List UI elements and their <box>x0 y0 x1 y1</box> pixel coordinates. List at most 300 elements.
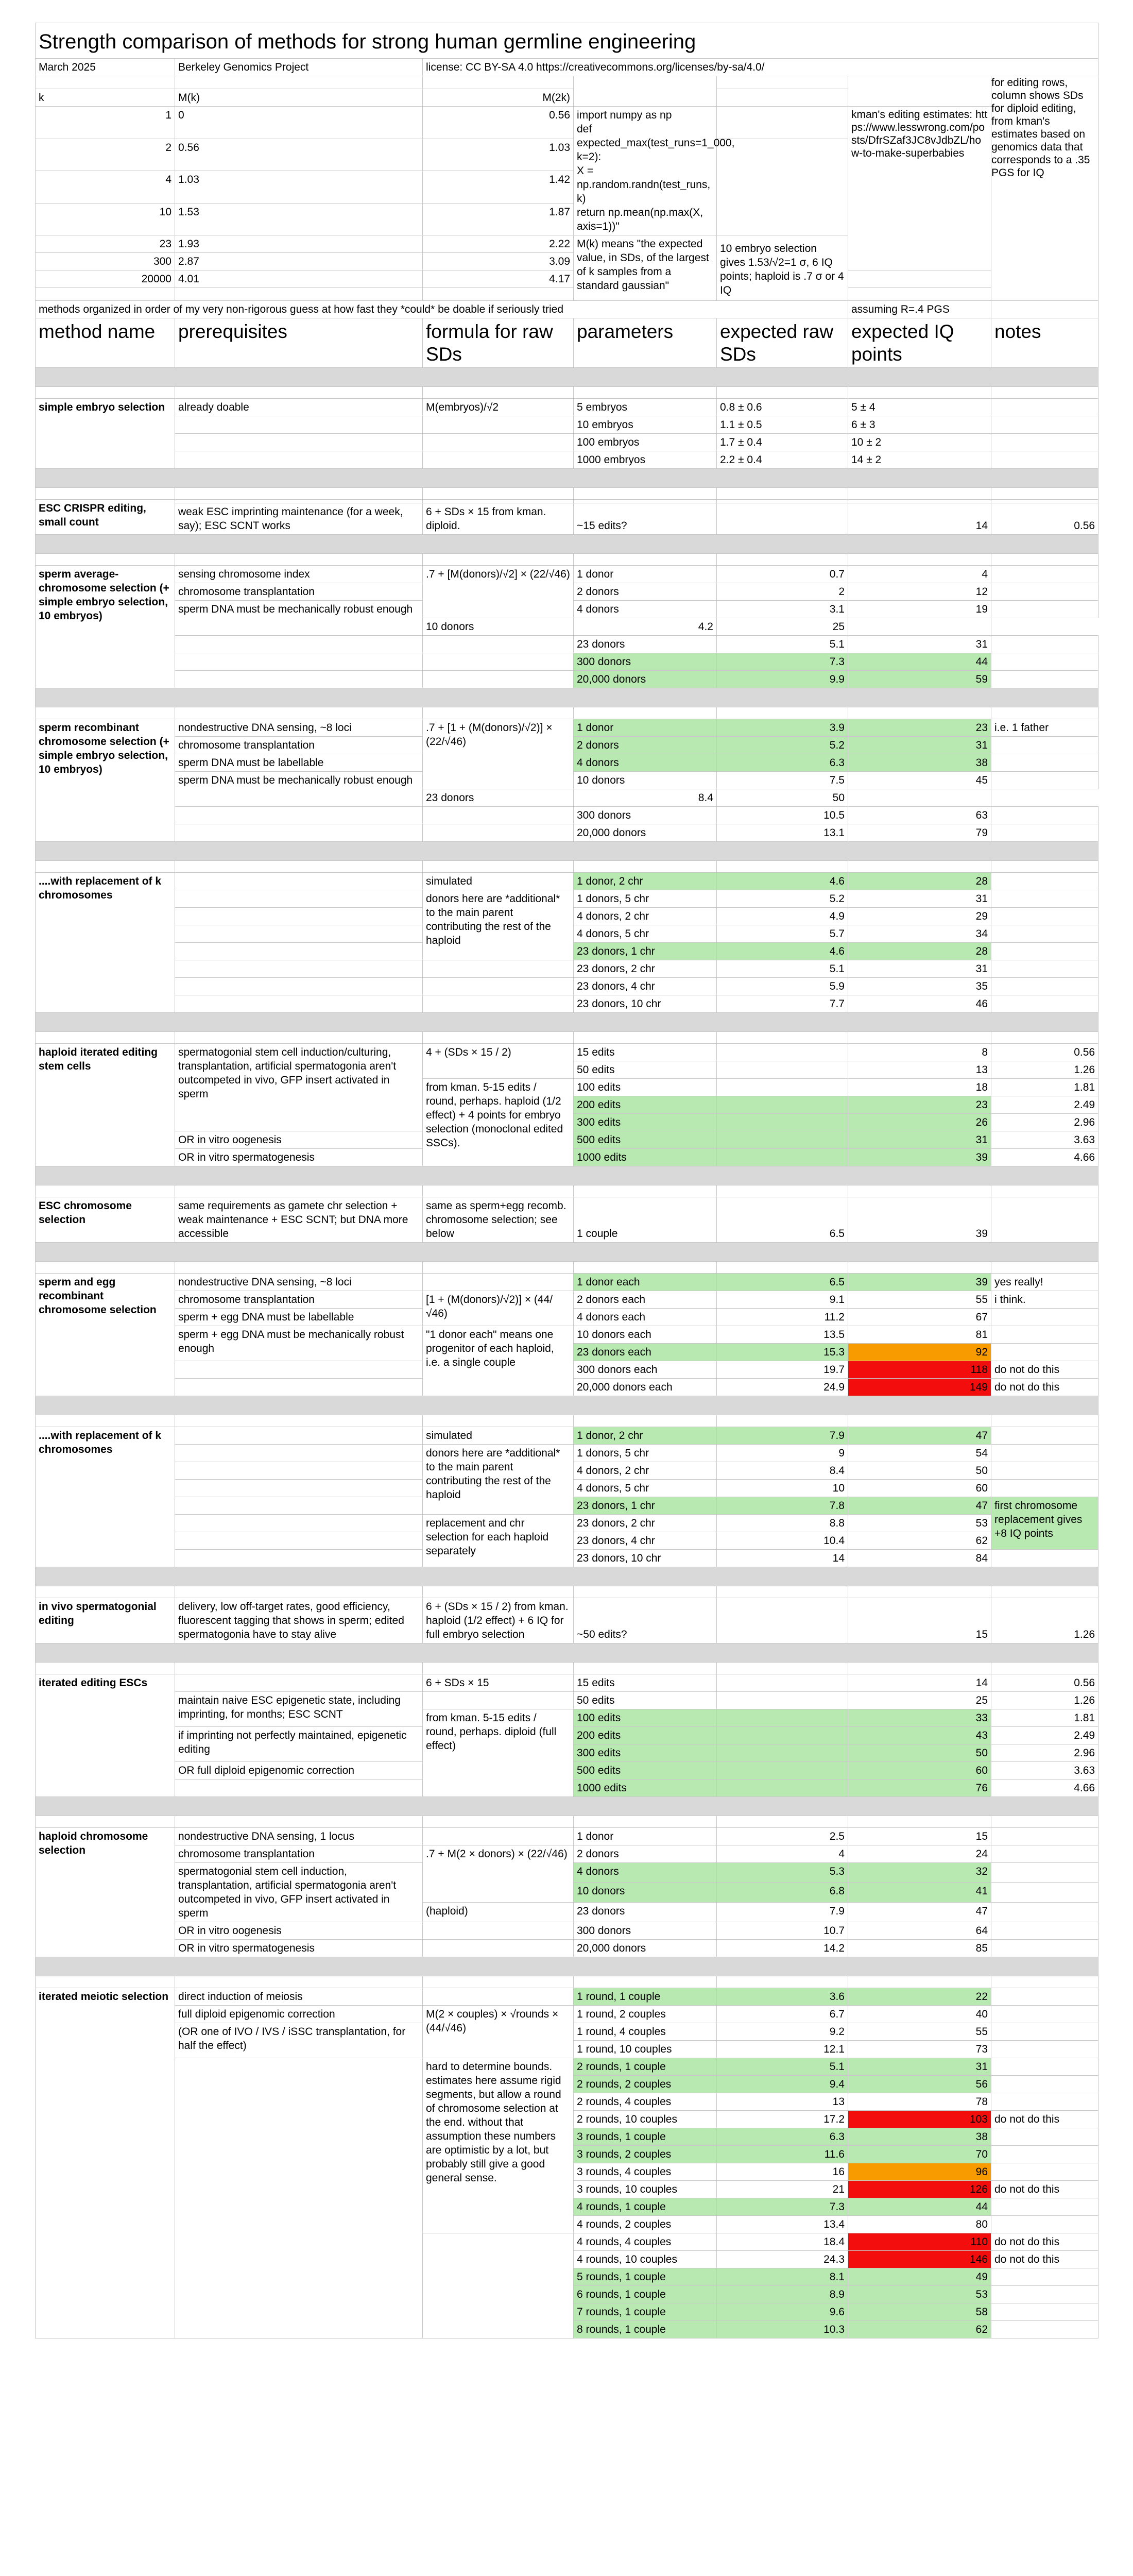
header-params: parameters <box>574 318 717 368</box>
section-divider <box>36 688 1098 707</box>
cell <box>848 76 991 107</box>
param-cell: 15 edits <box>574 1044 717 1061</box>
notes-cell <box>991 737 1098 754</box>
sds-cell <box>717 1131 848 1149</box>
iq-cell: 118 <box>848 1361 991 1379</box>
notes-cell <box>991 566 1098 583</box>
notes-cell <box>991 1863 1098 1883</box>
cell <box>175 890 423 908</box>
sds-cell: 7.5 <box>717 772 848 789</box>
sds-cell: 6.5 <box>717 1274 848 1291</box>
iq-cell: 46 <box>848 995 991 1013</box>
notes-cell <box>991 601 1098 618</box>
iq-cell: 33 <box>848 1709 991 1727</box>
table-row <box>36 960 1098 978</box>
iq-cell: 45 <box>848 772 991 789</box>
notes-cell: first chromosome replacement gives +8 IQ points <box>991 1497 1098 1550</box>
iq-cell: 67 <box>848 1309 991 1326</box>
notes-cell <box>848 618 991 636</box>
param-cell: 8 rounds, 1 couple <box>574 2321 717 2338</box>
sds-cell: 16 <box>717 2163 848 2181</box>
cell: 1.03 <box>423 139 574 171</box>
table-row <box>36 301 1098 318</box>
cell <box>423 636 574 653</box>
iq-cell: 31 <box>848 890 991 908</box>
iq-cell: 31 <box>848 636 991 653</box>
cell <box>848 861 991 873</box>
sds-cell: 7.8 <box>717 1497 848 1515</box>
notes-cell: yes really! <box>991 1274 1098 1291</box>
section-divider <box>36 1013 1098 1032</box>
iq-cell: 22 <box>848 1988 991 2006</box>
iq-cell: 149 <box>848 1379 991 1396</box>
divider-row <box>36 1396 1098 1415</box>
formula: [1 + (M(donors)/√2)] × (44/√46) <box>423 1291 574 1326</box>
cell <box>175 1361 423 1379</box>
notes-cell: do not do this <box>991 1361 1098 1379</box>
iq-cell: 60 <box>848 1762 991 1780</box>
notes-cell: 0.56 <box>991 1674 1098 1692</box>
sds-cell: 4.6 <box>717 943 848 960</box>
spacer-row <box>36 1816 1098 1828</box>
cell <box>574 1586 717 1598</box>
prerequisite: sensing chromosome index <box>175 566 423 583</box>
iq-cell: 31 <box>848 960 991 978</box>
divider-row <box>36 1797 1098 1816</box>
iq-cell: 25 <box>848 1692 991 1709</box>
param-cell: 15 edits <box>574 1674 717 1692</box>
iq-cell: 31 <box>848 1131 991 1149</box>
section-divider <box>36 469 1098 488</box>
cell <box>717 707 848 719</box>
param-cell: 1000 edits <box>574 1780 717 1797</box>
cell: 1.53 <box>175 203 423 235</box>
cell: 4.01 <box>175 270 423 288</box>
formula: .7 + M(2 × donors) × (22/√46) <box>423 1845 574 1903</box>
sds-cell: 8.4 <box>717 1462 848 1480</box>
iq-cell: 49 <box>848 2268 991 2286</box>
cell <box>36 488 175 500</box>
notes-cell <box>991 2058 1098 2076</box>
cell <box>991 1816 1098 1828</box>
param-cell: 4 donors <box>574 601 717 618</box>
notes-cell: 2.49 <box>991 1727 1098 1744</box>
iq-cell: 15 <box>848 1828 991 1845</box>
cell <box>175 636 423 653</box>
sds-cell: 6.5 <box>717 1197 848 1243</box>
iq-cell: 126 <box>848 2181 991 2198</box>
param-cell: 1 donor <box>574 566 717 583</box>
cell: 0.56 <box>175 139 423 171</box>
sds-cell: 13.5 <box>717 1326 848 1344</box>
iq-cell: 18 <box>848 1079 991 1096</box>
cell <box>717 1262 848 1274</box>
param-cell: 23 donors, 2 chr <box>574 1515 717 1532</box>
cell: 1.42 <box>423 171 574 204</box>
section-divider <box>36 1243 1098 1262</box>
sds-cell: 1.1 ± 0.5 <box>717 416 848 434</box>
param-cell: 2 donors <box>574 737 717 754</box>
cell <box>574 1663 717 1674</box>
spacer-row <box>36 707 1098 719</box>
cell <box>36 861 175 873</box>
section-divider <box>36 1396 1098 1415</box>
iq-cell: 23 <box>848 719 991 737</box>
iq-cell: 25 <box>717 618 848 636</box>
formula: .7 + [1 + (M(donors)/√2)] × (22/√46) <box>423 719 574 789</box>
spacer-row <box>36 1976 1098 1988</box>
iq-cell: 56 <box>848 2076 991 2093</box>
cell <box>36 707 175 719</box>
cell <box>175 1532 423 1550</box>
cell <box>36 1976 175 1988</box>
param-cell: 100 edits <box>574 1079 717 1096</box>
cell: 0.56 <box>423 107 574 139</box>
table-row <box>36 1445 1098 1462</box>
prerequisite: spermatogonial stem cell induction/culturing, transplantation, artificial spermatogonia aren't outcompeted in vivo, GFP insert activated in sperm <box>175 1044 423 1131</box>
table-row <box>36 59 1098 76</box>
iq-cell: 39 <box>848 1149 991 1166</box>
prerequisite: if imprinting not perfectly maintained, epigenetic editing <box>175 1727 423 1762</box>
iq-cell: 32 <box>848 1863 991 1883</box>
spacer-row <box>36 1185 1098 1197</box>
sds-cell: 2 <box>717 583 848 601</box>
param-cell: 1 donors, 5 chr <box>574 890 717 908</box>
iq-cell: 73 <box>848 2041 991 2058</box>
cell <box>175 995 423 1013</box>
sds-cell: 13.4 <box>717 2216 848 2233</box>
kman-note: for editing rows, column shows SDs for diploid editing, from kman's estimates based on genomics data that corresponds to a .35 PGS for IQ <box>991 76 1098 301</box>
cell <box>36 1185 175 1197</box>
notes-cell <box>991 943 1098 960</box>
param-cell: 1 couple <box>574 1197 717 1243</box>
iq-cell: 43 <box>848 1727 991 1744</box>
iq-cell: 58 <box>848 2303 991 2321</box>
cell <box>574 1262 717 1274</box>
cell <box>423 387 574 399</box>
iq-cell: 50 <box>848 1462 991 1480</box>
iq-cell: 54 <box>848 1445 991 1462</box>
org: Berkeley Genomics Project <box>175 59 423 76</box>
param-cell: 300 donors <box>574 807 717 824</box>
prerequisite: chromosome transplantation <box>175 1845 423 1863</box>
param-cell: 6 rounds, 1 couple <box>574 2286 717 2303</box>
notes-cell: do not do this <box>991 2251 1098 2268</box>
cell <box>175 873 423 890</box>
iq-cell: 59 <box>848 671 991 688</box>
notes-cell <box>991 2041 1098 2058</box>
spacer-row <box>36 554 1098 566</box>
section-divider <box>36 1797 1098 1816</box>
sds-cell: 5.2 <box>717 737 848 754</box>
spacer-row <box>36 1586 1098 1598</box>
notes-cell <box>991 2216 1098 2233</box>
param-cell: 300 donors <box>574 653 717 671</box>
cell <box>175 1415 423 1427</box>
spreadsheet <box>35 23 1098 2338</box>
iq-cell: 28 <box>848 873 991 890</box>
sds-cell: 14.2 <box>717 1940 848 1957</box>
code-line: def expected_max(test_runs=1_000, k=2): <box>577 123 735 163</box>
param-cell: 300 donors <box>574 1922 717 1940</box>
notes-cell <box>991 671 1098 688</box>
cell <box>423 1816 574 1828</box>
prerequisite: sperm + egg DNA must be labellable <box>175 1309 423 1326</box>
prerequisite: sperm DNA must be mechanically robust enough <box>175 601 423 636</box>
cell: 4.17 <box>423 270 574 288</box>
formula: M(2 × couples) × √rounds × (44/√46) <box>423 2006 574 2058</box>
method-name: ESC chromosome selection <box>36 1197 175 1243</box>
sds-cell: 7.3 <box>717 2198 848 2216</box>
table-row <box>36 270 1098 288</box>
cell <box>175 434 423 451</box>
sds-cell: 10.5 <box>717 807 848 824</box>
param-cell: 4 donors each <box>574 1309 717 1326</box>
formula: M(embryos)/√2 <box>423 399 574 416</box>
cell <box>991 1976 1098 1988</box>
notes-cell <box>991 451 1098 469</box>
notes-cell <box>991 1845 1098 1863</box>
cell <box>175 1262 423 1274</box>
cell <box>574 76 717 107</box>
iq-cell: 76 <box>848 1780 991 1797</box>
cell <box>717 107 848 139</box>
param-cell: 1 round, 10 couples <box>574 2041 717 2058</box>
iq-cell: 23 <box>848 1096 991 1114</box>
param-cell: 100 embryos <box>574 434 717 451</box>
formula: 6 + (SDs × 15 / 2) from kman. haploid (1/2 effect) + 6 IQ for full embryo selection <box>423 1598 574 1643</box>
cell <box>848 1262 991 1274</box>
method-name: haploid iterated editing stem cells <box>36 1044 175 1166</box>
cell <box>175 1586 423 1598</box>
divider-row <box>36 1567 1098 1586</box>
method-name: sperm recombinant chromosome selection (+ simple embryo selection, 10 embryos) <box>36 719 175 842</box>
notes-cell <box>991 416 1098 434</box>
method-name: iterated editing ESCs <box>36 1674 175 1797</box>
notes-cell <box>991 653 1098 671</box>
table-row <box>36 1044 1098 1061</box>
notes-cell <box>991 824 1098 842</box>
cell <box>175 1462 423 1480</box>
cell: 3.09 <box>423 253 574 270</box>
notes-cell <box>991 1445 1098 1462</box>
divider-row <box>36 688 1098 707</box>
param-cell: 1 round, 1 couple <box>574 1988 717 2006</box>
sds-cell: 4.2 <box>574 618 717 636</box>
notes-cell <box>991 2093 1098 2111</box>
sds-cell: 8.1 <box>717 2268 848 2286</box>
prerequisite: sperm + egg DNA must be mechanically robust enough <box>175 1326 423 1361</box>
cell <box>574 1415 717 1427</box>
table-row <box>36 566 1098 583</box>
sds-cell: 9.6 <box>717 2303 848 2321</box>
header-notes: notes <box>991 318 1098 368</box>
notes-cell <box>991 1462 1098 1480</box>
notes-cell <box>848 789 991 807</box>
divider-row <box>36 368 1098 387</box>
cell <box>717 1415 848 1427</box>
cell <box>175 824 423 842</box>
sds-cell <box>717 1709 848 1727</box>
cell <box>991 387 1098 399</box>
cell <box>175 653 423 671</box>
cell <box>423 434 574 451</box>
divider-row <box>36 842 1098 861</box>
notes-cell <box>991 754 1098 772</box>
cell <box>574 1185 717 1197</box>
iq-cell: 70 <box>848 2146 991 2163</box>
iq-cell: 62 <box>848 2321 991 2338</box>
iq-cell: 44 <box>848 653 991 671</box>
sds-cell: 0.8 ± 0.6 <box>717 399 848 416</box>
param-cell: 23 donors, 1 chr <box>574 943 717 960</box>
param-cell: 3 rounds, 10 couples <box>574 2181 717 2198</box>
sds-cell: 9.2 <box>717 2023 848 2041</box>
title-row <box>36 23 1098 59</box>
cell <box>175 76 423 89</box>
iq-cell: 35 <box>848 978 991 995</box>
sds-cell: 5.1 <box>717 2058 848 2076</box>
cell <box>848 387 991 399</box>
notes-cell: 1.26 <box>991 1598 1098 1643</box>
iq-cell: 84 <box>848 1550 991 1567</box>
notes-cell <box>991 890 1098 908</box>
cell <box>423 76 574 89</box>
param-cell: ~15 edits? <box>574 503 717 535</box>
iq-cell: 8 <box>848 1044 991 1061</box>
cell <box>991 1262 1098 1274</box>
notes-cell <box>991 2198 1098 2216</box>
sds-cell: 5.1 <box>717 636 848 653</box>
cell <box>848 288 991 301</box>
prerequisite: delivery, low off-target rates, good efficiency, fluorescent tagging that shows in sperm; edited spermatogonia have to stay alive <box>175 1598 423 1643</box>
param-cell: 4 rounds, 2 couples <box>574 2216 717 2233</box>
sds-cell <box>717 1114 848 1131</box>
mk-note: M(k) means "the expected value, in SDs, of the largest of k samples from a standard gaussian" <box>574 235 717 301</box>
param-cell: 7 rounds, 1 couple <box>574 2303 717 2321</box>
table-row <box>36 890 1098 908</box>
iq-cell: 29 <box>848 908 991 925</box>
notes-cell <box>991 873 1098 890</box>
cell <box>574 500 717 503</box>
param-cell: 20,000 donors <box>574 1940 717 1957</box>
notes-cell: do not do this <box>991 2181 1098 2198</box>
iq-cell: 31 <box>848 737 991 754</box>
param-cell: 50 edits <box>574 1692 717 1709</box>
iq-cell: 103 <box>848 2111 991 2128</box>
table-row <box>36 636 1098 653</box>
cell <box>175 807 423 824</box>
cell <box>175 1816 423 1828</box>
formula: hard to determine bounds. estimates here assume rigid segments, but allow a round of chromosome selection at the end. without that assumption these numbers are optimistic by a lot, but probably still give a good general sense. <box>423 2058 574 2233</box>
sds-cell: 21 <box>717 2181 848 2198</box>
prerequisite: same requirements as gamete chr selection + weak maintenance + ESC SCNT; but DNA more accessible <box>175 1197 423 1243</box>
notes-cell: do not do this <box>991 2233 1098 2251</box>
cell <box>36 1586 175 1598</box>
notes-cell: 3.63 <box>991 1762 1098 1780</box>
notes-cell <box>991 2163 1098 2181</box>
mk-header: k <box>36 89 175 107</box>
cell <box>423 1663 574 1674</box>
code-line: import numpy as np <box>577 109 672 121</box>
formula: "1 donor each" means one progenitor of each haploid, i.e. a single couple <box>423 1326 574 1396</box>
sds-cell: 4 <box>717 1845 848 1863</box>
cell <box>717 1185 848 1197</box>
table-row <box>36 434 1098 451</box>
cell <box>175 2058 423 2338</box>
cell <box>991 500 1098 503</box>
section-divider <box>36 368 1098 387</box>
iq-cell: 53 <box>848 2286 991 2303</box>
iq-cell: 110 <box>848 2233 991 2251</box>
notes-cell: i think. <box>991 1291 1098 1309</box>
cell <box>423 500 574 503</box>
param-cell: 1000 edits <box>574 1149 717 1166</box>
param-cell: 3 rounds, 2 couples <box>574 2146 717 2163</box>
iq-cell: 15 <box>848 1598 991 1643</box>
divider-row <box>36 535 1098 554</box>
cell <box>848 1663 991 1674</box>
param-cell: 23 donors each <box>574 1344 717 1361</box>
notes-cell: do not do this <box>991 2111 1098 2128</box>
cell <box>175 488 423 500</box>
cell <box>848 500 991 503</box>
param-cell: 5 rounds, 1 couple <box>574 2268 717 2286</box>
cell <box>175 554 423 566</box>
formula: (haploid) <box>423 1902 574 1922</box>
cell <box>423 2233 574 2338</box>
param-cell: 2 rounds, 1 couple <box>574 2058 717 2076</box>
sds-cell: 9 <box>717 1445 848 1462</box>
iq-cell: 6 ± 3 <box>848 416 991 434</box>
sds-cell: 5.3 <box>717 1863 848 1883</box>
sds-cell: 7.9 <box>717 1427 848 1445</box>
method-name: haploid chromosome selection <box>36 1828 175 1957</box>
cell <box>175 978 423 995</box>
param-cell: 100 edits <box>574 1709 717 1727</box>
code-line: X = np.random.randn(test_runs, k) <box>577 165 711 205</box>
cell <box>717 1976 848 1988</box>
formula: donors here are *additional* to the main parent contributing the rest of the haploid <box>423 890 574 960</box>
param-cell: 300 donors each <box>574 1361 717 1379</box>
iq-cell: 26 <box>848 1114 991 1131</box>
iq-cell: 39 <box>848 1274 991 1291</box>
cell <box>175 500 423 503</box>
cell <box>175 1032 423 1044</box>
sds-cell: 24.9 <box>717 1379 848 1396</box>
license: license: CC BY-SA 4.0 https://creativecommons.org/licenses/by-sa/4.0/ <box>423 59 1098 76</box>
cell <box>175 288 423 301</box>
notes-cell <box>991 1550 1098 1567</box>
notes-cell <box>991 908 1098 925</box>
sds-cell: 0.7 <box>717 566 848 583</box>
param-cell: 500 edits <box>574 1762 717 1780</box>
cell: 0 <box>175 107 423 139</box>
formula: from kman. 5-15 edits / round, perhaps. haploid (1/2 effect) + 4 points for embryo selection (monoclonal edited SSCs). <box>423 1079 574 1166</box>
param-cell: 1 donors, 5 chr <box>574 1445 717 1462</box>
cell <box>423 1185 574 1197</box>
param-cell: 1000 embryos <box>574 451 717 469</box>
sds-cell: 9.1 <box>717 1291 848 1309</box>
table-row <box>36 76 1098 89</box>
cell <box>36 288 175 301</box>
param-cell: 4 donors <box>574 754 717 772</box>
iq-cell: 50 <box>848 1744 991 1762</box>
sds-cell: 3.9 <box>717 719 848 737</box>
prerequisite: (OR one of IVO / IVS / iSSC transplantation, for half the effect) <box>175 2023 423 2058</box>
sds-cell: 11.2 <box>717 1309 848 1326</box>
sds-cell: 11.6 <box>717 2146 848 2163</box>
